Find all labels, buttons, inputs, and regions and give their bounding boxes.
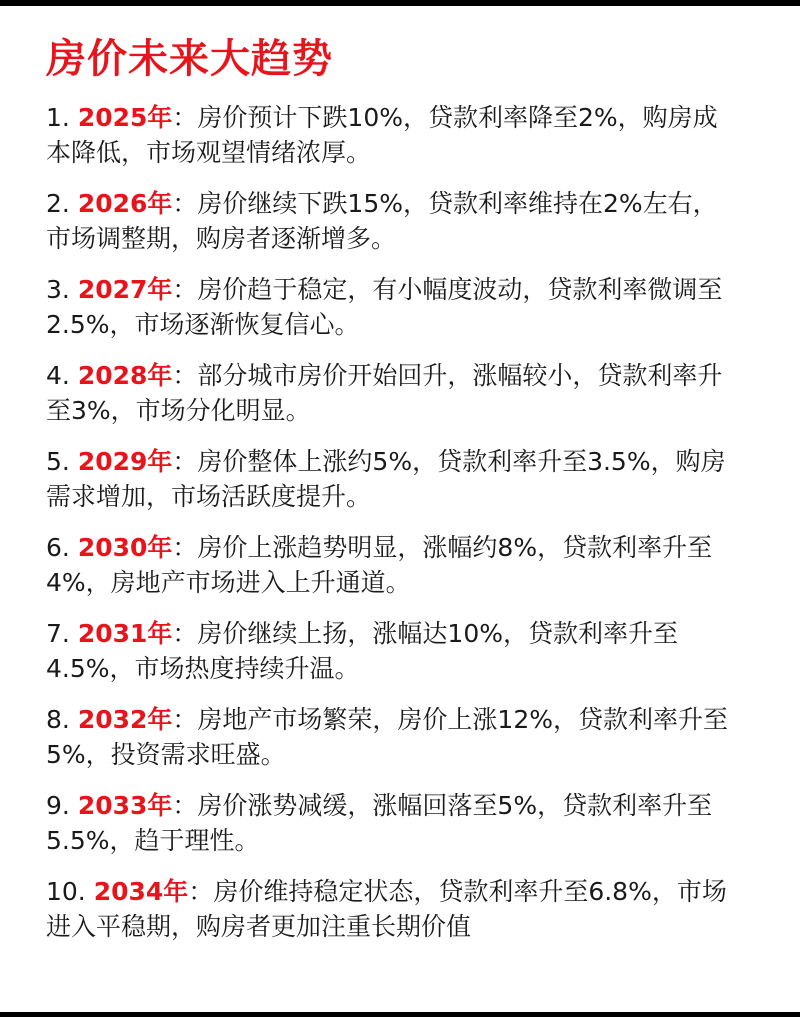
item-text: 房价上涨趋势明显，涨幅约8%，贷款利率升至 bbox=[197, 533, 713, 562]
item-colon: ： bbox=[172, 361, 198, 390]
top-border bbox=[0, 0, 800, 6]
item-line-2: 本降低，市场观望情绪浓厚。 bbox=[46, 138, 372, 167]
item-year: 2028年 bbox=[77, 361, 173, 390]
item-year: 2034年 bbox=[93, 877, 189, 906]
item-line-1 bbox=[46, 358, 766, 393]
item-year: 2032年 bbox=[77, 705, 173, 734]
item-text: 房价涨势减缓，涨幅回落至5%，贷款利率升至 bbox=[197, 791, 713, 820]
item-text: 房价维持稳定状态，贷款利率升至6.8%，市场 bbox=[213, 877, 727, 906]
item-year: 2031年 bbox=[77, 619, 173, 648]
item-line-1 bbox=[46, 272, 766, 307]
item-colon: ： bbox=[172, 103, 198, 132]
item-number: 4. bbox=[46, 361, 70, 390]
item-text: 房地产市场繁荣，房价上涨12%，贷款利率升至 bbox=[197, 705, 728, 734]
item-number: 6. bbox=[46, 533, 70, 562]
list-item bbox=[46, 272, 766, 342]
list-item bbox=[46, 186, 766, 256]
item-number: 10. bbox=[46, 877, 86, 906]
item-line-2: 4.5%，市场热度持续升温。 bbox=[46, 654, 360, 683]
item-colon: ： bbox=[172, 619, 198, 648]
item-line-2: 4%，房地产市场进入上升通道。 bbox=[46, 568, 411, 597]
item-year: 2027年 bbox=[77, 275, 173, 304]
item-colon: ： bbox=[172, 791, 198, 820]
item-year: 2033年 bbox=[77, 791, 173, 820]
item-year: 2030年 bbox=[77, 533, 173, 562]
list-item bbox=[46, 444, 766, 514]
item-line-2: 5.5%，趋于理性。 bbox=[46, 826, 260, 855]
item-number: 1. bbox=[46, 103, 70, 132]
item-line-1 bbox=[46, 186, 766, 221]
item-line-1 bbox=[46, 530, 766, 565]
item-line-1 bbox=[46, 444, 766, 479]
item-line-1 bbox=[46, 702, 766, 737]
item-text: 房价预计下跌10%，贷款利率降至2%，购房成 bbox=[197, 103, 718, 132]
item-line-1 bbox=[46, 874, 766, 909]
item-text: 房价趋于稳定，有小幅度波动，贷款利率微调至 bbox=[197, 275, 723, 304]
list-item bbox=[46, 788, 766, 858]
item-number: 7. bbox=[46, 619, 70, 648]
list-item bbox=[46, 100, 766, 170]
item-line-1 bbox=[46, 616, 766, 651]
item-line-2: 至3%，市场分化明显。 bbox=[46, 396, 311, 425]
list-item bbox=[46, 358, 766, 428]
item-text: 部分城市房价开始回升，涨幅较小，贷款利率升 bbox=[197, 361, 723, 390]
list-item bbox=[46, 702, 766, 772]
item-line-2: 进入平稳期，购房者更加注重长期价值 bbox=[46, 912, 472, 941]
item-line-1 bbox=[46, 788, 766, 823]
item-colon: ： bbox=[188, 877, 214, 906]
item-text: 房价继续上扬，涨幅达10%，贷款利率升至 bbox=[197, 619, 678, 648]
item-year: 2025年 bbox=[77, 103, 173, 132]
item-line-2: 需求增加，市场活跃度提升。 bbox=[46, 482, 372, 511]
bottom-border bbox=[0, 1012, 800, 1017]
item-number: 3. bbox=[46, 275, 70, 304]
item-number: 9. bbox=[46, 791, 70, 820]
item-colon: ： bbox=[172, 447, 198, 476]
item-text: 房价整体上涨约5%，贷款利率升至3.5%，购房 bbox=[197, 447, 726, 476]
item-line-2: 市场调整期，购房者逐渐增多。 bbox=[46, 224, 397, 253]
item-number: 5. bbox=[46, 447, 70, 476]
item-colon: ： bbox=[172, 705, 198, 734]
item-year: 2029年 bbox=[77, 447, 173, 476]
item-number: 8. bbox=[46, 705, 70, 734]
item-number: 2. bbox=[46, 189, 70, 218]
item-colon: ： bbox=[172, 533, 198, 562]
item-line-2: 5%，投资需求旺盛。 bbox=[46, 740, 286, 769]
item-colon: ： bbox=[172, 189, 198, 218]
list-item bbox=[46, 874, 766, 944]
item-line-2: 2.5%，市场逐渐恢复信心。 bbox=[46, 310, 360, 339]
item-year: 2026年 bbox=[77, 189, 173, 218]
item-line-1 bbox=[46, 100, 766, 135]
item-text: 房价继续下跌15%，贷款利率维持在2%左右， bbox=[197, 189, 718, 218]
list-item bbox=[46, 530, 766, 600]
forecast-list bbox=[46, 100, 766, 960]
list-item bbox=[46, 616, 766, 686]
page-title: 房价未来大趋势 bbox=[46, 36, 333, 82]
item-colon: ： bbox=[172, 275, 198, 304]
